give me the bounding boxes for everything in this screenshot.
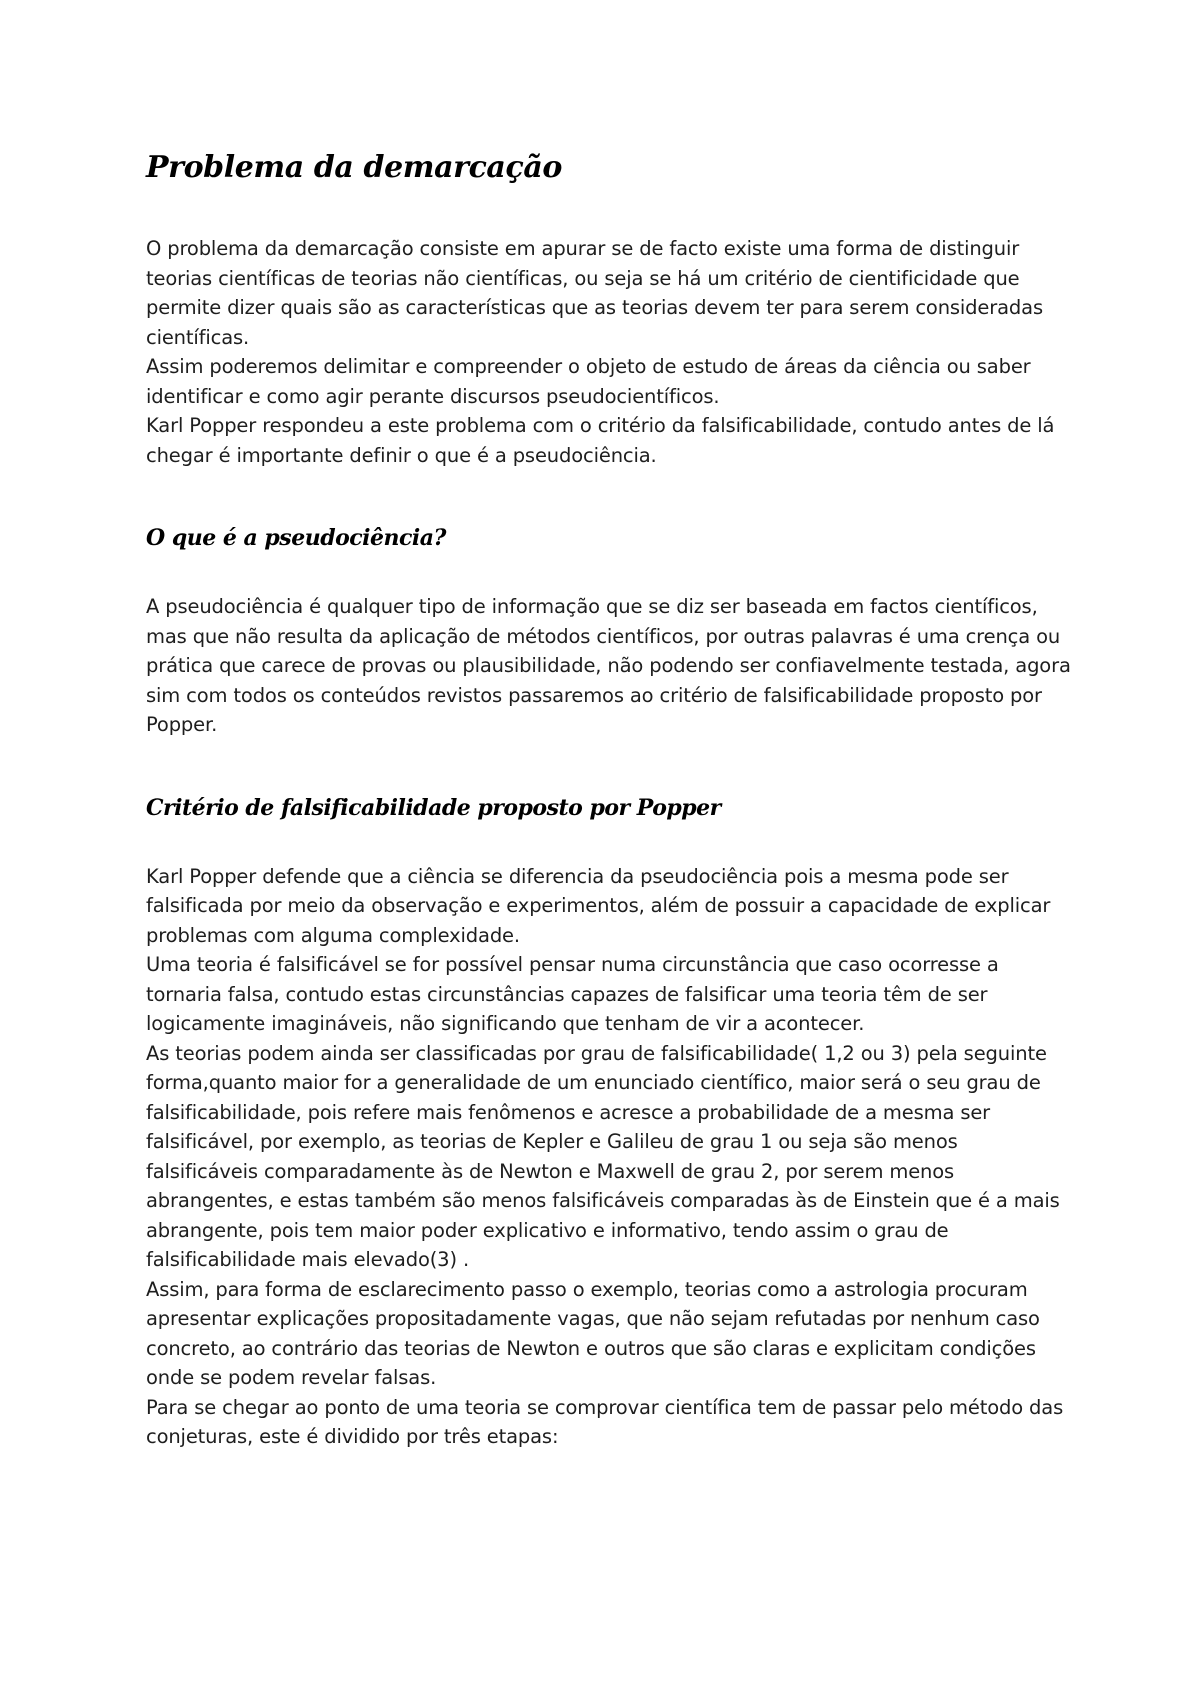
paragraph: Uma teoria é falsificável se for possível pensar numa circunstância que caso ocorresse a tornaria falsa, contudo estas circunstâncias capazes de falsificar uma teoria têm de ser logicamente imagináveis, não significando que tenham de vir a acontecer. (146, 953, 999, 1035)
paragraph: Assim, para forma de esclarecimento passo o exemplo, teorias como a astrologia procuram apresentar explicações propositadamente vagas, que não sejam refutadas por nenhum caso concreto, ao contrário das teorias de Newton e outros que são claras e explicitam condições onde se podem revelar falsas. (146, 1277, 1040, 1389)
paragraph: As teorias podem ainda ser classificadas por grau de falsificabilidade( 1,2 ou 3) pela seguinte forma,quanto maior for a generalidade de um enunciado científico, maior será o seu grau de falsificabilidade, pois refere mais fenômenos e acresce a probabilidade de a mesma ser falsificável, por exemplo, as teorias de Kepler e Galileu de grau 1 ou seja são menos falsificáveis comparadamente às de Newton e Maxwell de grau 2, por serem menos abrangentes, e estas também são menos falsificáveis comparadas às de Einstein que é a mais abrangente, pois tem maior poder explicativo e informativo, tendo assim o grau de falsificabilidade mais elevado(3) . (146, 1041, 1060, 1271)
section-pseudoscience (146, 592, 1071, 740)
section-heading-pseudoscience: O que é a pseudociência? (146, 525, 446, 551)
paragraph: A pseudociência é qualquer tipo de informação que se diz ser baseada em factos científicos, mas que não resulta da aplicação de métodos científicos, por outras palavras é uma crença ou prática que carece de provas ou plausibilidade, não podendo ser confiavelmente testada, agora sim com todos os conteúdos revistos passaremos ao critério de falsificabilidade proposto por Popper. (146, 595, 1071, 736)
section-falsifiability (146, 862, 1071, 1452)
document-title: Problema da demarcação (146, 150, 562, 185)
document-body (146, 146, 1071, 1504)
paragraph: Assim poderemos delimitar e compreender o objeto de estudo de áreas da ciência ou saber identificar e como agir perante discursos pseudocientíficos. (146, 355, 1031, 408)
paragraph: Para se chegar ao ponto de uma teoria se comprovar científica tem de passar pelo método das conjeturas, este é dividido por três etapas: (146, 1395, 1064, 1448)
section-intro (146, 234, 1071, 470)
paragraph: Karl Popper defende que a ciência se diferencia da pseudociência pois a mesma pode ser falsificada por meio da observação e experimentos, além de possuir a capacidade de explicar problemas com alguma complexidade. (146, 864, 1051, 947)
paragraph: Karl Popper respondeu a este problema com o critério da falsificabilidade, contudo antes de lá chegar é importante definir o que é a pseudociência. (146, 414, 1055, 467)
paragraph: O problema da demarcação consiste em apurar se de facto existe uma forma de distinguir teorias científicas de teorias não científicas, ou seja se há um critério de cientificidade que permite dizer quais são as características que as teorias devem ter para serem consideradas científicas. (146, 237, 1043, 349)
section-heading-falsifiability: Critério de falsificabilidade proposto por Popper (146, 794, 721, 821)
